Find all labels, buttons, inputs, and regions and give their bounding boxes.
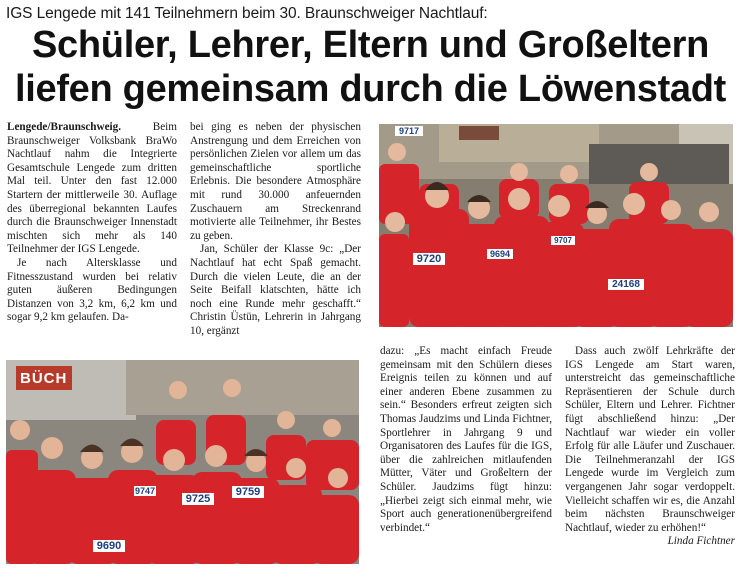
group-photo-bottom-image: [6, 360, 359, 564]
kicker: IGS Lengede mit 141 Teilnehmern beim 30. Braunschweiger Nachtlauf:: [6, 5, 488, 22]
column-4: [565, 345, 735, 549]
author-signature: Linda Fichtner: [667, 535, 735, 548]
paragraph: Jan, Schüler der Klasse 9c: „Der Nachtlauf hat echt Spaß gemacht. Durch die vielen Leute, die an der Seite Beifall klatschten, hätte ich noch eine Runde mehr geschafft.“ Christin Üstün, Lehrerin in Jahrgang 10, ergänzt: [190, 243, 361, 337]
col4-text: Dass auch zwölf Lehrkräfte der IGS Lengede am Start waren, unterstreicht das gemeinschaftliche Repräsentieren der Schule durch Schüler, Eltern und Lehrer. Fichtner fügt abschließend hinzu: „Der Nachtlauf war wieder ein voller Erfolg für alle Läufer und Zuschauer. Die Teilnehmeranzahl der IGS Lengede wurde im Vergleich zum vergangenen Jahr sogar verdoppelt. Vielleicht schaffen wir es, die Anzahl beim nächsten Braunschweiger Nachtlauf, wieder zu erhöhen!“: [565, 345, 735, 534]
dateline: Lengede/Braunschweig.: [7, 121, 122, 133]
paragraph: [7, 121, 177, 257]
bib-number: 9759: [232, 486, 264, 498]
paragraph: Je nach Altersklasse und Fitnesszustand wurden bei relativ guten äußeren Bedingungen Distanzen von 3,2 km, 6,2 km und sogar 9,2 km gelaufen. Da-: [7, 256, 177, 324]
bib-number: 9694: [487, 249, 513, 259]
bib-number: 24168: [608, 279, 644, 290]
column-1: [7, 121, 177, 325]
bib-number: 9717: [395, 126, 423, 136]
bib-number: 9725: [182, 493, 214, 505]
paragraph: dazu: „Es macht einfach Freude gemeinsam mit den Schülern dieses Ereignis teilen zu können und auf einer anderen Ebene zusammen zu sein.“ Besonders erfreut zeigten sich Thomas Jaudzims und Linda Fichtner, Sportlehrer in Jahrgang 9 und Organisatoren des Laufes für die IGS, über die zahlreichen mitlaufenden Mütter, Väter und Großeltern der Schüler. Jaudzims fügt hinzu: „Hierbei zeigt sich einmal mehr, wie Sport auch generationenübergreifend verbindet.“: [380, 345, 552, 534]
bib-number: 9690: [93, 540, 125, 552]
bib-number: 9747: [134, 486, 156, 496]
paragraph: [565, 345, 735, 548]
col1-text: Beim Braunschweiger Volksbank BraWo Nachtlauf nahm die Integrierte Gesamtschule Lengede zum dritten Mal teil. Unter den fast 12.000 Startern der mittlerweile 30. Auflage des überregional bekannten Laufes durch die Braunschweiger Innenstadt mischten sich mehr als 140 Teilnehmer der IGS Lengede.: [7, 121, 177, 256]
store-sign: BÜCH: [20, 370, 68, 387]
column-2: [190, 121, 361, 339]
paragraph: bei ging es neben der physischen Anstrengung und dem Erreichen von persönlichen Zielen vor allem um das gemeinschaftliche sportliche Erlebnis. Die besondere Atmosphäre mit rund 30.000 anfeuernden Zuschauern am Streckenrand motivierte alle Teilnehmer, ihr Bestes zu geben.: [190, 121, 361, 242]
bib-number: 9707: [551, 236, 575, 245]
group-photo-bottom: [6, 360, 359, 564]
bib-number: 9720: [413, 253, 445, 265]
headline-line-2: liefen gemeinsam durch die Löwenstadt: [14, 68, 727, 110]
group-photo-top: [379, 124, 733, 327]
group-photo-top-image: [379, 124, 733, 327]
headline-line-1: Schüler, Lehrer, Eltern und Großeltern: [32, 24, 709, 66]
column-3: [380, 345, 552, 535]
